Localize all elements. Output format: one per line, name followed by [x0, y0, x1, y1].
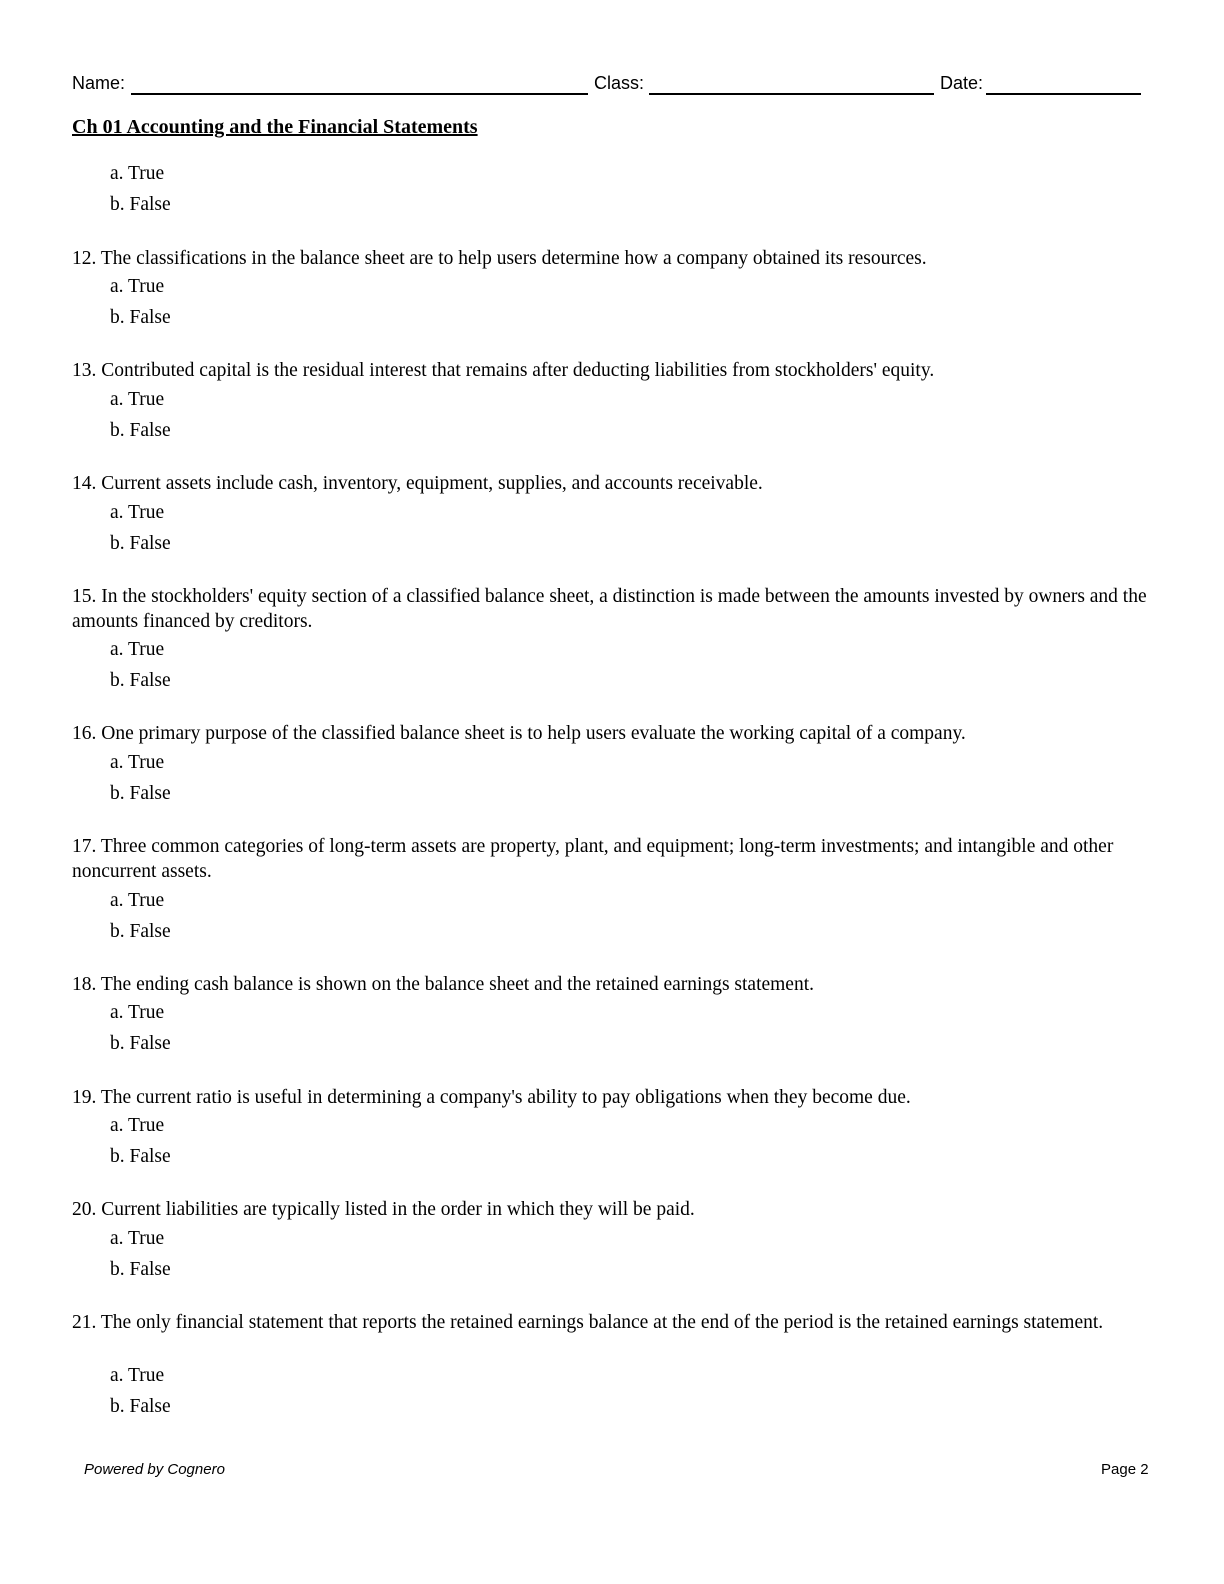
question-14-text: 14. Current assets include cash, inventory, equipment, supplies, and accounts receivable. [72, 473, 763, 494]
question-21-option-b: b. False [110, 1396, 171, 1417]
question-12-text: 12. The classifications in the balance sheet are to help users determine how a company obtained its resources. [72, 248, 927, 269]
question-13-text: 13. Contributed capital is the residual interest that remains after deducting liabilities from stockholders' equity. [72, 360, 935, 381]
question-16-option-b: b. False [110, 783, 171, 804]
question-13-option-b: b. False [110, 420, 171, 441]
name-label: Name: [72, 73, 126, 93]
carryover-option-b: b. False [110, 194, 171, 215]
question-20-option-a: a. True [110, 1228, 165, 1249]
question-12-option-a: a. True [110, 276, 165, 297]
question-18-option-a: a. True [110, 1002, 165, 1023]
question-21-option-a: a. True [110, 1365, 165, 1386]
question-12-option-b: b. False [110, 307, 171, 328]
carryover-option-a: a. True [110, 163, 165, 184]
question-15-text: 15. In the stockholders' equity section of a classified balance sheet, a distinction is made between the amounts invested by owners and the amounts financed by creditors. [72, 586, 1147, 632]
question-17-text: 17. Three common categories of long-term assets are property, plant, and equipment; long-term investments; and intangible and other noncurrent assets. [72, 836, 1114, 882]
question-15-option-b: b. False [110, 670, 171, 691]
date-field-line [986, 93, 1141, 95]
name-field-line [131, 93, 588, 95]
question-16-option-a: a. True [110, 752, 165, 773]
question-13-option-a: a. True [110, 389, 165, 410]
page-title: Ch 01 Accounting and the Financial Statements [72, 116, 478, 138]
page-number: Page 2 [1101, 1461, 1149, 1478]
question-14-option-b: b. False [110, 533, 171, 554]
question-19-option-a: a. True [110, 1115, 165, 1136]
class-label: Class: [594, 73, 645, 93]
question-15-option-a: a. True [110, 639, 165, 660]
question-19-option-b: b. False [110, 1146, 171, 1167]
question-16-text: 16. One primary purpose of the classified balance sheet is to help users evaluate the working capital of a company. [72, 723, 966, 744]
question-18-text: 18. The ending cash balance is shown on the balance sheet and the retained earnings statement. [72, 974, 815, 995]
question-21-text: 21. The only financial statement that reports the retained earnings balance at the end of the period is the retained earnings statement. [72, 1312, 1104, 1333]
question-20-option-b: b. False [110, 1259, 171, 1280]
question-18-option-b: b. False [110, 1033, 171, 1054]
question-19-text: 19. The current ratio is useful in determining a company's ability to pay obligations when they become due. [72, 1087, 911, 1108]
question-17-option-b: b. False [110, 921, 171, 942]
date-label: Date: [940, 73, 984, 93]
question-17-option-a: a. True [110, 890, 165, 911]
footer-brand: Powered by Cognero [84, 1461, 225, 1478]
class-field-line [649, 93, 934, 95]
question-14-option-a: a. True [110, 502, 165, 523]
question-20-text: 20. Current liabilities are typically listed in the order in which they will be paid. [72, 1199, 695, 1220]
